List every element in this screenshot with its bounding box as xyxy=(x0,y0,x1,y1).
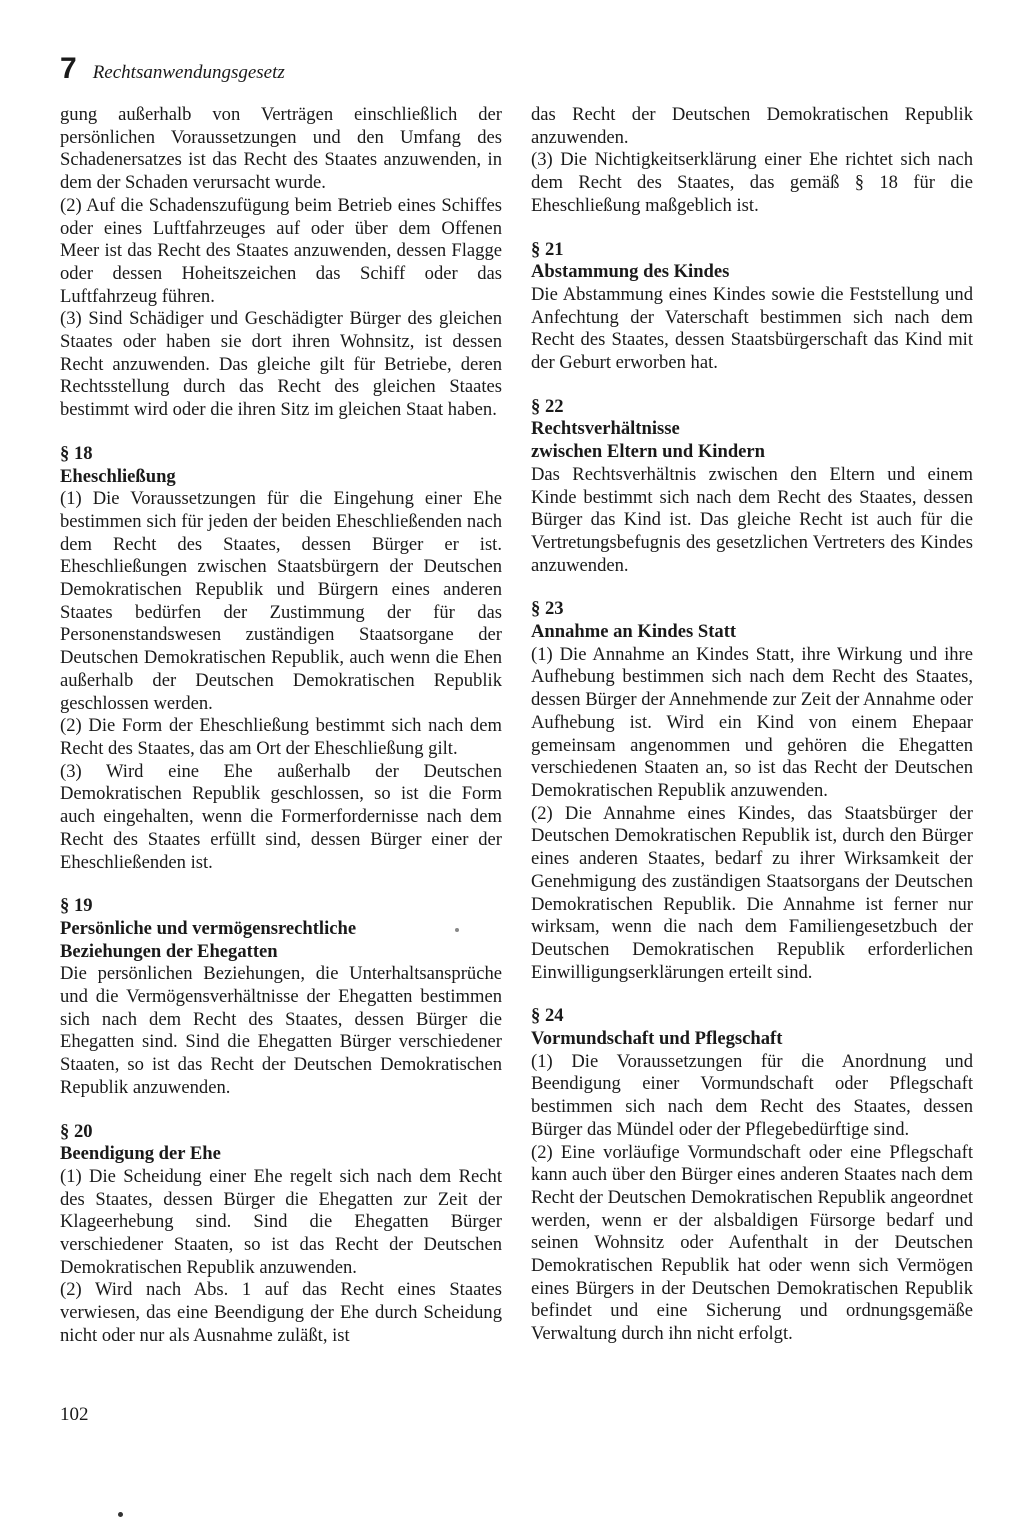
section-title: Rechtsverhältnisse xyxy=(531,418,680,440)
chapter-number: 7 xyxy=(60,52,77,85)
paragraph: (1) Die Voraussetzungen für die Anordnung und Beendigung einer Vormundschaft oder Pflegschaft bestimmen sich nach dem Recht des Staates, dessen Bürger das Mündel oder der Pflegebedürftige sind. xyxy=(531,1050,973,1140)
running-title: Rechtsanwendungsgesetz xyxy=(92,62,285,83)
section-number: § 19 xyxy=(60,895,93,917)
paragraph: Die persönlichen Beziehungen, die Unterhaltsansprüche und die Vermögensverhältnisse der Ehegatten bestimmen sich nach dem Recht des Staates, dessen Bürger die Ehegatten sind. Sind die Ehegatten Bürger verschiedener Staaten, so ist das Recht der Deutschen Demokratischen Republik anzuwenden. xyxy=(60,963,502,1098)
paragraph: gung außerhalb von Verträgen einschließlich der persönlichen Voraussetzungen und den Umfang des Schadenersatzes ist das Recht des Staates anzuwenden, in dem der Schaden verursacht wurde. xyxy=(60,104,502,194)
paragraph: (2) Auf die Schadenszufügung beim Betrieb eines Schiffes oder eines Luftfahrzeuges auf oder über dem Offenen Meer ist das Recht des Staates anzuwenden, dessen Flagge oder dessen Hoheitszeichen das Schiff oder das Luftfahrzeug führen. xyxy=(60,194,502,307)
section-21 xyxy=(531,239,973,375)
section-title: Persönliche und vermögensrechtliche xyxy=(60,917,357,939)
paragraph: (2) Die Form der Eheschließung bestimmt sich nach dem Recht des Staates, das am Ort der Eheschließung gilt. xyxy=(60,715,502,759)
paragraph: das Recht der Deutschen Demokratischen Republik anzuwenden. xyxy=(531,104,973,148)
right-column xyxy=(531,104,973,1346)
section-title: Annahme an Kindes Statt xyxy=(531,621,737,643)
section-title: zwischen Eltern und Kindern xyxy=(531,441,766,463)
section-22 xyxy=(531,396,973,578)
section-23 xyxy=(531,598,973,984)
section-title: Beendigung der Ehe xyxy=(60,1143,221,1165)
paragraph: (2) Wird nach Abs. 1 auf das Recht eines Staates verwiesen, das eine Beendigung der Ehe durch Scheidung nicht oder nur als Ausnahme zuläßt, ist xyxy=(60,1279,502,1346)
section-number: § 22 xyxy=(531,395,564,417)
paragraph: (2) Eine vorläufige Vormundschaft oder eine Pflegschaft kann auch über den Bürger eines anderen Staates nach dem Recht der Deutschen Demokratischen Republik angeordnet werden, wenn er der alsbaldigen Fürsorge bedarf und seinen Wohnsitz oder Aufenthalt in der Deutschen Demokratischen Republik hat oder wenn sich Vermögen eines Bürgers in der Deutschen Demokratischen Republik befindet und eine Sicherung und ordnungsgemäße Verwaltung durch ihn nicht erfolgt. xyxy=(531,1141,973,1345)
section-number: § 20 xyxy=(60,1120,93,1142)
paragraph: (1) Die Voraussetzungen für die Eingehung einer Ehe bestimmen sich für jeden der beiden Eheschließenden nach dem Recht des Staates, dessen Bürger er ist. Eheschließungen zwischen Staatsbürgern der Deutschen Demokratischen Republik und Bürgern eines anderen Staates bedürfen der Zustimmung der für das Personenstandswesen zuständigen Staatsorgane der Deutschen Demokratischen Republik, auch wenn die Ehen außerhalb der Deutschen Demokratischen Republik geschlossen werden. xyxy=(60,488,502,714)
section-title: Beziehungen der Ehegatten xyxy=(60,940,278,962)
scan-speck xyxy=(455,928,459,932)
section-title: Vormundschaft und Pflegschaft xyxy=(531,1028,783,1050)
paragraph: (3) Die Nichtigkeitserklärung einer Ehe richtet sich nach dem Recht des Staates, das gemäß § 18 für die Eheschließung maßgeblich ist. xyxy=(531,149,973,216)
page-header xyxy=(60,52,285,86)
section-number: § 23 xyxy=(531,598,564,620)
section-title: Eheschließung xyxy=(60,465,176,487)
section-24 xyxy=(531,1005,973,1346)
section-20 xyxy=(60,1121,502,1348)
section-number: § 24 xyxy=(531,1005,564,1027)
paragraph: (1) Die Scheidung einer Ehe regelt sich nach dem Recht des Staates, dessen Bürger die Ehegatten zur Zeit der Klageerhebung sind. Sind die Ehegatten Bürger verschiedener Staaten, so ist das Recht der Deutschen Demokratischen Republik anzuwenden. xyxy=(60,1165,502,1278)
paragraph: Das Rechtsverhältnis zwischen den Eltern und einem Kinde bestimmt sich nach dem Recht des Staates, dessen Bürger das Kind ist. Das gleiche Recht ist auch für die Vertretungsbefugnis des gesetzlichen Vertreters des Kindes anzuwenden. xyxy=(531,463,973,576)
section-number: § 21 xyxy=(531,238,564,260)
section-19 xyxy=(60,895,502,1099)
paragraph: (3) Sind Schädiger und Geschädigter Bürger des gleichen Staates oder haben sie dort ihren Wohnsitz, ist dessen Recht anzuwenden. Das gleiche gilt für Betriebe, deren Rechtsstellung durch das Recht des gleichen Staates bestimmt wird oder die ihren Sitz im gleichen Staat haben. xyxy=(60,308,502,421)
scan-speck xyxy=(118,1512,123,1517)
paragraph: (2) Die Annahme eines Kindes, das Staatsbürger der Deutschen Demokratischen Republik ist, durch den Bürger eines anderen Staates, bedarf zu ihrer Wirksamkeit der Genehmigung des zuständigen Staatsorgans der Deutschen Demokratischen Republik. Die Annahme ist ferner nur wirksam, wenn die nach dem Familiengesetzbuch der Deutschen Demokratischen Republik erforderlichen Einwilligungserklärungen erteilt sind. xyxy=(531,802,973,983)
paragraph: Die Abstammung eines Kindes sowie die Feststellung und Anfechtung der Vaterschaft bestimmen sich nach dem Recht des Staates, dessen Staatsbürgerschaft das Kind mit der Geburt erworben hat. xyxy=(531,283,973,374)
section-title: Abstammung des Kindes xyxy=(531,261,730,283)
section-18 xyxy=(60,443,502,874)
paragraph: (1) Die Annahme an Kindes Statt, ihre Wirkung und ihre Aufhebung bestimmen sich nach dem Recht des Staates, dessen Bürger der Annehmende zur Zeit der Annahme oder Aufhebung ist. Wird ein Kind von einem Ehepaar gemeinsam angenommen und gehören die Ehegatten verschiedenen Staaten an, so ist das Recht der Deutschen Demokratischen Republik anzuwenden. xyxy=(531,643,973,801)
section-number: § 18 xyxy=(60,442,93,464)
page-number: 102 xyxy=(60,1404,89,1425)
paragraph: (3) Wird eine Ehe außerhalb der Deutschen Demokratischen Republik geschlossen, so ist die Form auch eingehalten, wenn die Formerfordernisse nach dem Recht des Staates erfüllt sind, dessen Bürger einer der Eheschließenden ist. xyxy=(60,760,502,873)
left-column xyxy=(60,104,502,1348)
